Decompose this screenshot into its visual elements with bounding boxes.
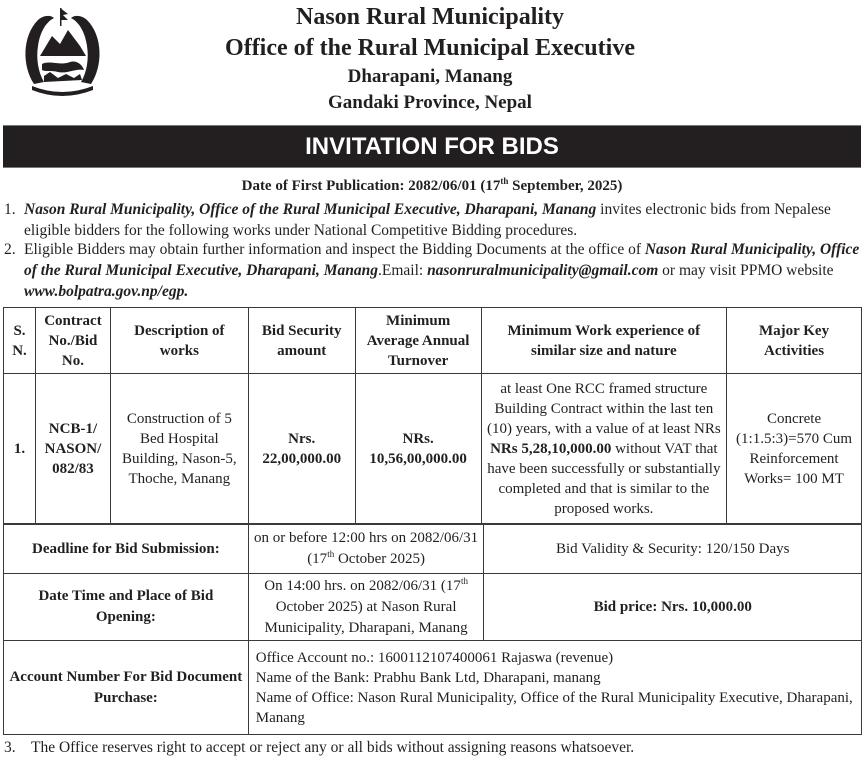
notice-title: INVITATION FOR BIDS [3, 125, 861, 168]
cell-contract: NCB-1/ NASON/ 082/83 [35, 374, 110, 524]
email-link[interactable]: nasonruralmunicipality@gmail.com [427, 262, 659, 279]
cell-activities: Concrete (1:1.5:3)=570 Cum Reinforcement Works= 100 MT [727, 374, 862, 524]
header-contract: Contract No./Bid No. [35, 308, 110, 374]
deadline-sup: th [327, 549, 335, 559]
clause-2-org: Nason Rural Municipality, Office of the Rural Municipal Executive, Dharapani, Manang [24, 241, 860, 279]
clause-2-email-label: .Email: [377, 262, 428, 279]
clause-number: 3. [4, 739, 16, 756]
cell-sn: 1. [4, 374, 36, 524]
header-activities: Major Key Activities [727, 308, 862, 374]
deadline-value [248, 525, 484, 574]
website-link[interactable]: www.bolpatra.gov.np/egp. [24, 283, 189, 300]
deadline-value-b: October 2025) [334, 551, 426, 567]
clause-number: 1. [4, 201, 16, 218]
nepal-emblem-icon [20, 6, 105, 98]
cell-turnover [355, 374, 481, 524]
turnover-value: 10,56,00,000.00 [369, 450, 467, 467]
office-province: Gandaki Province, Nepal [328, 92, 532, 113]
opening-sup: th [460, 575, 468, 586]
clause-3-text: The Office reserves right to accept or reject any or all bids without assigning reasons whatsoever. [31, 739, 635, 756]
publication-date-text: Date of First Publication: 2082/06/01 (17 [241, 178, 501, 194]
clause-1-org: Nason Rural Municipality, Office of the Rural Municipal Executive, Dharapani, Manang [24, 201, 597, 218]
publication-date-rest: September, 2025) [508, 178, 623, 194]
letterhead [0, 0, 864, 120]
bid-security-value: 22,00,000.00 [262, 450, 342, 467]
deadline-value-a: on or before 12:00 hrs on 2082/06/31 (17 [254, 530, 479, 567]
cell-description: Construction of 5 Bed Hospital Building, Nason-5, Thoche, Manang [110, 374, 248, 524]
deadline-label: Deadline for Bid Submission: [4, 525, 249, 574]
account-number: Office Account no.: 1600112107400061 Rajaswa (revenue) [255, 649, 614, 666]
bank-name: Name of the Bank: Prabhu Bank Ltd, Dharapani, manang [255, 669, 601, 686]
clause-1-text: invites electronic bids from Nepalese eligible bidders for the following works under National Competitive Bidding procedures. [24, 201, 831, 239]
office-name-line: Name of Office: Nason Rural Municipality, Office of the Rural Municipality Executive, Dharapani, Manang [255, 689, 853, 726]
organization-name: Nason Rural Municipality [295, 4, 565, 30]
opening-value [248, 574, 484, 641]
header-bid-security: Bid Security amount [248, 308, 355, 374]
account-label: Account Number For Bid Document Purchase: [4, 641, 249, 735]
publication-date [0, 178, 864, 195]
opening-value-b: October 2025) at Nason Rural Municipality, Dharapani, Manang [264, 598, 468, 636]
turnover-prefix: NRs. [402, 430, 434, 447]
cell-bid-security [248, 374, 355, 524]
header-turnover: Minimum Average Annual Turnover [355, 308, 481, 374]
clause-number: 2. [4, 241, 16, 258]
office-name: Office of the Rural Municipal Executive [225, 35, 635, 61]
bid-price: Bid price: Nrs. 10,000.00 [484, 574, 862, 641]
account-details [248, 641, 861, 735]
experience-text-b: without VAT that have been successfully or substantially completed and that is similar to the proposed works. [487, 440, 721, 517]
header-description: Description of works [110, 308, 248, 374]
experience-text-a: at least One RCC framed structure Building Contract within the last ten (10) years, with a value of at least NRs [486, 380, 721, 437]
header-experience: Minimum Work experience of similar size and nature [481, 308, 726, 374]
bid-table [3, 307, 862, 524]
bid-validity: Bid Validity & Security: 120/150 Days [484, 525, 862, 574]
account-row [4, 641, 862, 735]
bid-details-table [3, 524, 862, 735]
office-location: Dharapani, Manang [347, 66, 513, 87]
experience-value: NRs 5,28,10,000.00 [490, 440, 612, 457]
clause-3 [4, 737, 862, 758]
cell-experience [481, 374, 726, 524]
bid-security-prefix: Nrs. [288, 430, 316, 447]
table-row [4, 374, 862, 524]
clause-2-text-b: or may visit PPMO website [658, 262, 834, 279]
header-sn: S. N. [4, 308, 36, 374]
clause-1 [4, 199, 862, 241]
opening-row [4, 574, 862, 641]
opening-value-a: On 14:00 hrs. on 2082/06/31 (17 [264, 577, 461, 594]
opening-label: Date Time and Place of Bid Opening: [4, 574, 249, 641]
deadline-row [4, 525, 862, 574]
publication-date-sup: th [500, 176, 509, 186]
clause-2-text: Eligible Bidders may obtain further information and inspect the Bidding Documents at the office of [24, 241, 645, 258]
clause-2 [4, 239, 862, 302]
table-header-row [4, 308, 862, 374]
